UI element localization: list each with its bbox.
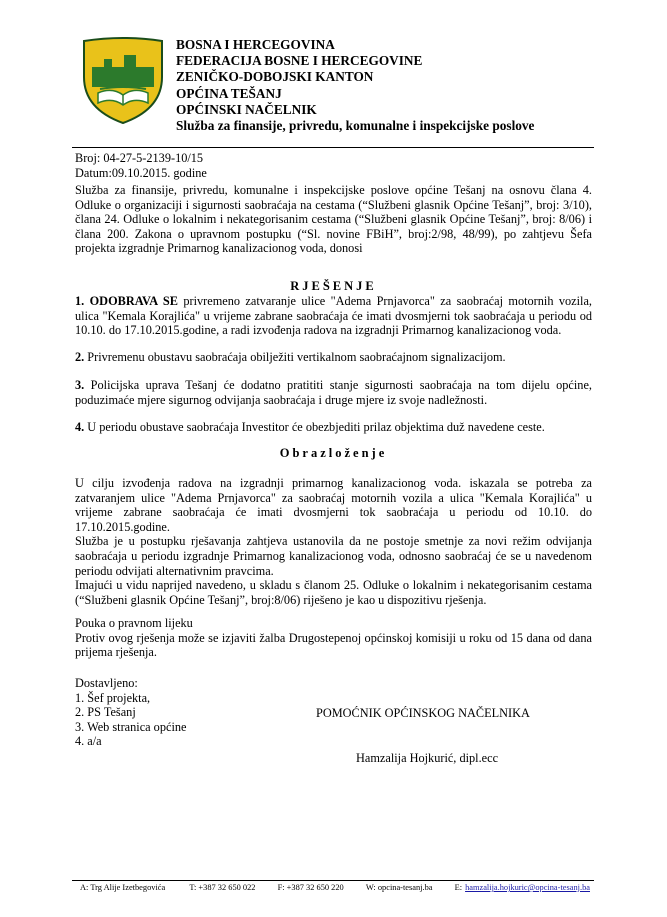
decision-item-lead: 1. ODOBRAVA SE <box>75 294 178 308</box>
legal-notice-title: Pouka o pravnom lijeku <box>75 616 193 630</box>
reasoning-paragraph: U cilju izvođenja radova na izgradnji primarnog kanalizacionog voda. iskazala se potreba za zatvaranjem ulice "Adema Prnjavorca" za saobraćaj motornih vozila a ulica "Kemala Korajlića" u vrijeme zabrane saobraćaja će imati dvosmjerni tok saobraćaja u periodu od 10.10. do 17.10.2015.godine. <box>75 476 592 534</box>
reasoning-paragraph: Imajući u vidu naprijed navedeno, u skladu s članom 25. Odluke o lokalnim i nekategorisanim cestama (“Službeni glasnik Općine Tešanj”, broj:8/06) riješeno je kao u dispozitivu rješenja. <box>75 578 592 607</box>
footer-fax: F: +387 32 650 220 <box>277 883 344 892</box>
footer-address: A: Trg Alije Izetbegovića <box>80 883 166 892</box>
reference-date: Datum:09.10.2015. godine <box>75 165 207 180</box>
legal-notice <box>75 616 592 660</box>
decision-item-4 <box>75 420 592 435</box>
delivery-item: 4. a/a <box>75 734 102 749</box>
delivery-list <box>75 676 186 749</box>
decision-item-text: Privremenu obustavu saobraćaja obilježiti vertikalnom saobraćajnom signalizacijom. <box>84 350 506 364</box>
footer-web[interactable]: W: opcina-tesanj.ba <box>365 883 433 892</box>
decision-title: RJEŠENJE <box>290 279 377 293</box>
delivery-item: 2. PS Tešanj <box>75 705 136 720</box>
decision-item-lead: 3. <box>75 378 85 392</box>
signature-title: POMOĆNIK OPĆINSKOG NAČELNIKA <box>316 706 530 720</box>
header-line-federation: FEDERACIJA BOSNE I HERCEGOVINE <box>176 53 423 69</box>
footer-email-link[interactable]: hamzalija.hojkuric@opcina-tesanj.ba <box>465 883 590 892</box>
header-line-country: BOSNA I HERCEGOVINA <box>176 37 335 52</box>
delivery-title: Dostavljeno: <box>75 676 138 690</box>
decision-item-text: U periodu obustave saobraćaja Investitor će obezbjediti prilaz objektima duž navedene ceste. <box>84 420 545 434</box>
header-line-mayor: OPĆINSKI NAČELNIK <box>176 101 317 117</box>
decision-item-lead: 4. <box>75 420 85 434</box>
reasoning-section <box>75 476 592 607</box>
delivery-item: 3. Web stranica općine <box>75 719 187 734</box>
footer-contacts <box>80 883 590 892</box>
municipality-crest-icon <box>80 37 166 125</box>
footer-email-label: E: <box>454 883 463 892</box>
document-reference <box>75 151 207 180</box>
signature-name: Hamzalija Hojkurić, dipl.ecc <box>356 751 499 765</box>
reasoning-title: Obrazloženje <box>279 446 388 460</box>
issuer-header <box>176 37 534 134</box>
reference-number: Broj: 04-27-5-2139-10/15 <box>75 151 204 165</box>
intro-paragraph: Služba za finansije, privredu, komunalne i inspekcijske poslove općine Tešanj na osnovu člana 4. Odluke o organizaciji i sigurnosti saobraćaja na cestama (“Službeni glasnik Općine Tešanj”, broj: 3/10), člana 24. Odluke o lokalnim i nekategorisanim cestama (“Službeni glasnik Općine Tešanj”, broj: 8/06) i člana 200. Zakona o upravnom postupku (“Sl. novine FBiH”, broj:2/98, 48/99), po zahtjevu Šefa projekta izgradnje Primarnog kanalizacionog voda, donosi <box>75 183 592 256</box>
header-line-service: Služba za finansije, privredu, komunalne i inspekcijske poslove <box>176 118 535 134</box>
reasoning-paragraph: Služba je u postupku rješavanja zahtjeva ustanovila da ne postoje smetnje za novi režim odvijanja saobraćaja u periodu izgradnje Primarnog kanalizacionog voda, odnosno saobraćaj će se u navedenom periodu odvijati alternativnim pravcima. <box>75 534 592 578</box>
decision-item-text: privremeno zatvaranje ulice "Adema Prnjavorca" za saobraćaj motornih vozila, ulica "Kemala Korajlića" u vrijeme zabrane saobraćaja će imati dvosmjerni tok saobraćaja u periodu od 10.10. do 17.10.2015.godine, a radi izvođenja radova na izgradnji Primarnog kanalizacionog voda. <box>75 294 593 338</box>
footer-phone: T: +387 32 650 022 <box>189 883 256 892</box>
header-line-municipality: OPĆINA TEŠANJ <box>176 85 282 101</box>
header-divider <box>72 147 594 148</box>
delivery-item: 1. Šef projekta, <box>75 690 151 705</box>
decision-item-3 <box>75 378 592 407</box>
legal-notice-text: Protiv ovog rješenja može se izjaviti žalba Drugostepenoj općinskoj komisiji u roku od 15 dana od dana prijema rješenja. <box>75 630 592 660</box>
header-line-canton: ZENIČKO-DOBOJSKI KANTON <box>176 69 374 85</box>
footer-divider <box>72 880 594 881</box>
decision-item-2 <box>75 350 592 365</box>
decision-item-text: Policijska uprava Tešanj će dodatno pratititi stanje sigurnosti saobraćaja na tom dijelu općine, poduzimaće mjere sigurnog odvijanja saobraćaja i druge mjere iz svoje nadležnosti. <box>75 378 592 407</box>
decision-item-lead: 2. <box>75 350 85 364</box>
decision-item-1 <box>75 294 592 338</box>
